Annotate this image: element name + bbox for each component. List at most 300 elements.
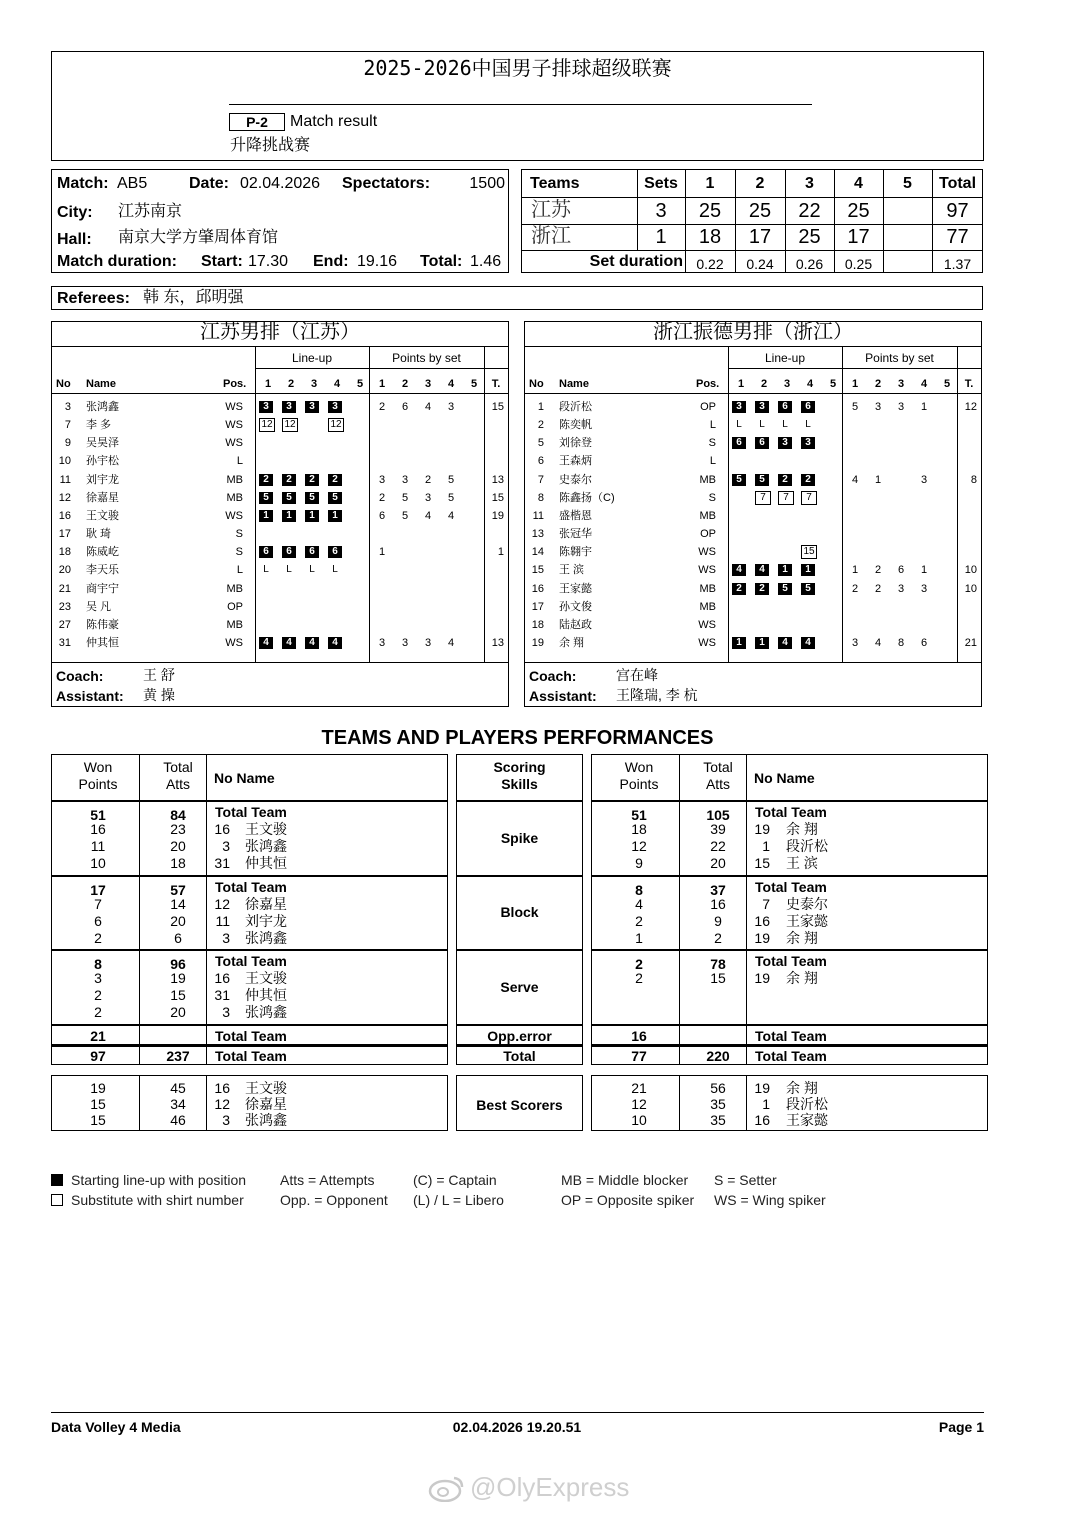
set-header-1: 1: [705, 175, 715, 192]
date-label: Date:: [189, 175, 230, 192]
set-points: 4: [424, 401, 432, 413]
duration-label: Match duration:: [57, 253, 177, 270]
set-header-5: 5: [903, 175, 912, 192]
starting-lineup-badge: 1: [778, 564, 792, 576]
perf-player-number: 16: [214, 821, 230, 837]
player-position: OP: [227, 600, 243, 613]
won-points-value: 8: [94, 956, 102, 972]
substitute-badge: 7: [801, 491, 817, 505]
skill-name: Block: [500, 904, 539, 920]
won-points-value: 2: [94, 987, 102, 1003]
player-total-points: 15: [491, 401, 504, 413]
player-name: 段沂松: [559, 401, 592, 413]
roster-col-rule: [842, 346, 843, 662]
player-number: 16: [58, 509, 71, 522]
starting-lineup-badge: 4: [732, 564, 746, 576]
set-duration-3: 0.26: [795, 256, 824, 272]
total-double-rule: [51, 1046, 448, 1047]
points-set-header: 2: [874, 378, 882, 390]
lineup-set-header: 3: [310, 378, 318, 390]
total-team-label: Total Team: [215, 953, 287, 969]
team-b-opp-total-label: Total Team: [755, 1028, 827, 1044]
player-number: 17: [58, 528, 71, 541]
starting-lineup-swatch: [51, 1174, 63, 1186]
starting-lineup-badge: 2: [305, 474, 319, 486]
set-points: 3: [447, 401, 455, 413]
starting-lineup-badge: 6: [259, 546, 273, 558]
player-position: WS: [698, 546, 716, 559]
player-position: MB: [226, 491, 243, 504]
starting-lineup-badge: 5: [732, 474, 746, 486]
total-atts-value: 16: [710, 896, 726, 912]
player-position: OP: [700, 528, 716, 541]
player-position: OP: [700, 401, 716, 413]
set-points: 2: [874, 564, 882, 577]
team-b-set-4: 17: [847, 226, 870, 248]
set-points: 4: [424, 509, 432, 522]
starting-lineup-badge: 6: [282, 546, 296, 558]
won-points-value: 12: [631, 838, 647, 854]
starting-lineup-badge: 2: [732, 583, 746, 595]
best-atts-value: 45: [170, 1080, 186, 1096]
teams-header: Teams: [530, 175, 580, 192]
referees-label: Referees:: [57, 290, 130, 307]
name-header: Name: [559, 378, 589, 390]
player-name: 陈伟豪: [86, 618, 119, 631]
no-header: No: [529, 378, 544, 390]
total-atts-value: 105: [706, 807, 730, 823]
total-header: Total: [163, 759, 193, 775]
set-points: 5: [447, 473, 455, 486]
skill-name: Serve: [500, 978, 539, 995]
best-player-number: 12: [214, 1096, 230, 1112]
total-atts-value: 15: [710, 970, 726, 986]
team-b-set-3: 25: [798, 226, 821, 248]
set-points: 6: [401, 401, 409, 413]
player-total-points: 15: [491, 491, 504, 504]
won-points-value: 16: [90, 821, 106, 837]
atts-header: Atts: [165, 776, 191, 792]
points-by-set-header: Points by set: [865, 351, 934, 365]
substitute-badge: 15: [801, 545, 817, 559]
substitute-swatch: [51, 1194, 63, 1206]
set-points: 1: [874, 473, 882, 486]
set-points: 2: [874, 582, 882, 595]
best-player-name: 张鸿鑫: [245, 1112, 287, 1128]
set-points: 6: [920, 636, 928, 649]
perf-player-name: 余 翔: [786, 970, 818, 986]
city-value: 江苏南京: [118, 203, 183, 220]
won-points-value: 51: [90, 807, 106, 823]
player-number: 8: [537, 491, 544, 504]
roster-rule: [51, 346, 509, 347]
libero-mark: L: [782, 419, 788, 431]
player-number: 10: [58, 455, 71, 468]
player-position: S: [708, 491, 716, 504]
date-value: 02.04.2026: [240, 175, 321, 192]
perf-player-name: 段沂松: [786, 838, 828, 854]
starting-lineup-badge: 4: [259, 637, 273, 649]
pos-header: Pos.: [223, 378, 247, 390]
set-points: 3: [378, 473, 386, 486]
roster-rule: [728, 368, 982, 369]
coach-label: Coach:: [56, 668, 104, 684]
starting-lineup-badge: 1: [305, 510, 319, 522]
won-points-value: 2: [635, 913, 643, 929]
won-points-value: 2: [94, 930, 102, 946]
roster-rule: [51, 393, 509, 394]
roster-col-rule: [255, 346, 256, 662]
starting-lineup-badge: 1: [259, 510, 273, 522]
team-a-total-atts: 237: [166, 1048, 190, 1064]
player-total-points: 13: [491, 473, 504, 486]
player-number: 1: [537, 401, 544, 413]
page-title: 2025-2026中国男子排球超级联赛: [363, 56, 672, 80]
libero-mark: L: [332, 564, 338, 576]
team-b-sets: 1: [655, 226, 667, 248]
set-points: 2: [378, 401, 386, 413]
best-scorers-label: Best Scorers: [476, 1097, 563, 1113]
total-header: Total: [938, 175, 977, 192]
team-a-code: 江苏: [531, 199, 571, 221]
set-points: 6: [378, 509, 386, 522]
team-a-set-3: 22: [798, 200, 821, 222]
no-name-header: No Name: [754, 770, 815, 786]
starting-lineup-badge: 3: [328, 401, 342, 413]
team-a-set-1: 25: [698, 200, 722, 222]
lineup-set-header: 4: [333, 378, 341, 390]
starting-lineup-badge: 3: [778, 437, 792, 449]
starting-lineup-badge: 4: [755, 564, 769, 576]
legend-atts: Atts = Attempts: [280, 1172, 375, 1188]
player-name: 陈威屹: [86, 546, 119, 559]
player-name: 李天乐: [86, 564, 119, 577]
won-points-value: 8: [635, 882, 643, 898]
total-atts-value: 2: [714, 930, 722, 946]
won-points-value: 17: [90, 882, 106, 898]
roster-col-rule: [369, 346, 370, 662]
player-position: MB: [226, 473, 243, 486]
best-points-value: 15: [90, 1096, 106, 1112]
lineup-set-header: 5: [356, 378, 364, 390]
player-name: 刘徐登: [559, 437, 592, 450]
legend-opp: Opp. = Opponent: [280, 1192, 388, 1208]
player-number: 6: [537, 455, 544, 468]
roster-rule: [524, 393, 982, 394]
lineup-header: Line-up: [764, 351, 806, 365]
player-position: MB: [699, 600, 716, 613]
best-points-value: 12: [631, 1096, 647, 1112]
player-number: 13: [531, 528, 544, 541]
roster-rule: [524, 346, 982, 347]
player-name: 张冠华: [559, 528, 592, 541]
best-atts-value: 35: [710, 1112, 726, 1128]
set-points: 1: [920, 564, 928, 577]
won-points-value: 3: [94, 970, 102, 986]
name-header: Name: [86, 378, 116, 390]
lineup-set-header: 1: [264, 378, 272, 390]
team-a-total-team-label: Total Team: [215, 1048, 287, 1064]
set-points: 4: [447, 636, 455, 649]
player-number: 16: [531, 582, 544, 595]
roster-col-rule: [957, 346, 958, 662]
set-points: 3: [874, 401, 882, 413]
hall-value: 南京大学方肇周体育馆: [118, 229, 279, 246]
city-label: City:: [57, 204, 93, 221]
starting-lineup-badge: 5: [801, 583, 815, 595]
coach-name: 王 舒: [143, 667, 175, 683]
skills-header: Skills: [501, 776, 538, 792]
starting-lineup-badge: 1: [755, 637, 769, 649]
perf-player-number: 3: [222, 930, 230, 946]
player-number: 17: [531, 600, 544, 613]
points-set-header: 2: [401, 378, 409, 390]
player-name: 陈奕帆: [559, 419, 592, 432]
player-position: MB: [699, 582, 716, 595]
spectators-label: Spectators:: [342, 175, 431, 192]
end-label: End:: [313, 253, 349, 270]
player-number: 27: [58, 618, 71, 631]
player-number: 9: [64, 437, 71, 450]
match-value: AB5: [117, 175, 148, 192]
roster-col-rule: [484, 346, 485, 662]
performance-title: TEAMS AND PLAYERS PERFORMANCES: [321, 727, 714, 749]
total-double-rule: [456, 1046, 583, 1047]
total-atts-value: 20: [170, 1004, 186, 1020]
team-a-set-2: 25: [748, 200, 772, 222]
footer-rule: [51, 1412, 984, 1413]
set-points: 5: [401, 509, 409, 522]
set-points: 8: [897, 636, 905, 649]
player-position: L: [236, 564, 243, 577]
opp-error-label: Opp.error: [487, 1028, 552, 1044]
won-points-value: 7: [94, 896, 102, 912]
starting-lineup-badge: 6: [778, 401, 792, 413]
player-total-points: 12: [964, 401, 977, 413]
perf-player-number: 3: [222, 838, 230, 854]
substitute-badge: 12: [282, 418, 298, 432]
libero-mark: L: [263, 564, 269, 576]
player-name: 吴 凡: [86, 600, 112, 613]
perf-player-number: 12: [214, 896, 230, 912]
perf-player-name: 王 滨: [786, 855, 818, 871]
points-set-header: 4: [920, 378, 928, 390]
player-name: 徐嘉星: [86, 491, 119, 504]
points-by-set-header: Points by set: [392, 351, 461, 365]
player-number: 7: [64, 419, 71, 432]
total-header: Total: [703, 759, 733, 775]
perf-player-number: 7: [762, 896, 770, 912]
team-b-total-points: 77: [631, 1048, 647, 1064]
won-points-value: 51: [631, 807, 647, 823]
player-total-points: 1: [497, 546, 504, 559]
player-number: 31: [58, 636, 71, 649]
total-team-label: Total Team: [755, 804, 827, 820]
player-name: 陈翱宇: [559, 546, 592, 559]
team-a-total: 97: [946, 200, 969, 222]
legend-captain: (C) = Captain: [413, 1172, 497, 1188]
perf-player-name: 仲其恒: [245, 987, 287, 1003]
player-number: 7: [537, 473, 544, 486]
best-player-name: 余 翔: [786, 1080, 818, 1096]
roster-rule: [524, 662, 982, 663]
perf-player-number: 31: [214, 987, 230, 1003]
player-position: WS: [698, 636, 716, 649]
starting-lineup-badge: 3: [259, 401, 273, 413]
won-points-value: 9: [635, 855, 643, 871]
footer-page: Page 1: [938, 1419, 984, 1435]
set-duration-total: 1.37: [943, 256, 972, 272]
starting-lineup-badge: 5: [755, 474, 769, 486]
starting-lineup-badge: 4: [328, 637, 342, 649]
player-name: 商宇宁: [86, 582, 119, 595]
player-position: WS: [225, 509, 243, 522]
total-atts-value: 14: [170, 896, 186, 912]
player-number: 2: [537, 419, 544, 432]
roster-box: [524, 321, 982, 707]
perf-player-name: 王文骏: [245, 970, 287, 986]
total-points-header: T.: [964, 378, 974, 390]
substitute-badge: 7: [755, 491, 771, 505]
player-name: 仲其恒: [86, 636, 119, 649]
starting-lineup-badge: 2: [755, 583, 769, 595]
stage-label: 升降挑战赛: [230, 137, 311, 154]
set-points: 5: [447, 491, 455, 504]
team-a-opp-value: 21: [90, 1028, 106, 1044]
legend-ws: WS = Wing spiker: [714, 1192, 826, 1208]
roster-rule: [255, 368, 509, 369]
best-points-value: 19: [90, 1080, 106, 1096]
won-points-value: 11: [90, 838, 106, 854]
best-atts-value: 34: [170, 1096, 186, 1112]
perf-player-name: 王文骏: [245, 821, 287, 837]
perf-player-name: 史泰尔: [786, 896, 828, 912]
perf-player-name: 余 翔: [786, 821, 818, 837]
perf-player-name: 刘宇龙: [245, 913, 287, 929]
total-atts-value: 20: [170, 913, 186, 929]
report-type: Match result: [290, 113, 378, 130]
player-number: 15: [531, 564, 544, 577]
total-atts-value: 57: [170, 882, 186, 898]
starting-lineup-badge: 4: [282, 637, 296, 649]
player-name: 刘宇龙: [86, 473, 119, 486]
player-number: 14: [531, 546, 544, 559]
legend-starting: Starting line-up with position: [71, 1172, 247, 1188]
best-player-number: 3: [222, 1112, 230, 1128]
set-points: 3: [401, 473, 409, 486]
hall-label: Hall:: [57, 231, 92, 248]
won-points-value: 2: [94, 1004, 102, 1020]
start-label: Start:: [201, 253, 243, 270]
player-total-points: 10: [964, 582, 977, 595]
assistant-name: 王隆瑞, 李 杭: [616, 687, 698, 703]
player-position: MB: [226, 582, 243, 595]
header-rule: [229, 104, 812, 105]
points-set-header: 1: [851, 378, 859, 390]
set-points: 3: [897, 582, 905, 595]
starting-lineup-badge: 4: [778, 637, 792, 649]
total-atts-value: 18: [170, 855, 186, 871]
perf-player-number: 16: [214, 970, 230, 986]
starting-lineup-badge: 2: [778, 474, 792, 486]
report-code-badge: P-2: [229, 113, 285, 131]
lineup-set-header: 2: [287, 378, 295, 390]
lineup-set-header: 4: [806, 378, 814, 390]
starting-lineup-badge: 2: [259, 474, 273, 486]
total-team-label: Total Team: [215, 804, 287, 820]
perf-player-number: 1: [762, 838, 770, 854]
starting-lineup-badge: 6: [801, 401, 815, 413]
player-number: 18: [531, 618, 544, 631]
coach-label: Coach:: [529, 668, 577, 684]
libero-mark: L: [736, 419, 742, 431]
legend-s: S = Setter: [714, 1172, 777, 1188]
won-points-value: 2: [635, 956, 643, 972]
legend-mb: MB = Middle blocker: [561, 1172, 689, 1188]
best-points-value: 15: [90, 1112, 106, 1128]
score-rule-1: [521, 197, 983, 198]
team-b-total: 77: [946, 226, 969, 248]
perf-player-name: 张鸿鑫: [245, 930, 287, 946]
lineup-header: Line-up: [291, 351, 333, 365]
best-player-name: 段沂松: [786, 1096, 828, 1112]
libero-mark: L: [759, 419, 765, 431]
set-points: 3: [378, 636, 386, 649]
player-number: 20: [58, 564, 71, 577]
end-value: 19.16: [357, 253, 398, 270]
sets-header: Sets: [644, 175, 678, 192]
total-atts-value: 37: [710, 882, 726, 898]
perf-player-number: 31: [214, 855, 230, 871]
footer-timestamp: 02.04.2026 19.20.51: [452, 1419, 582, 1435]
referees-value: 韩 东，邱明强: [143, 289, 244, 306]
player-total-points: 13: [491, 636, 504, 649]
points-set-header: 4: [447, 378, 455, 390]
legend-libero: (L) / L = Libero: [413, 1192, 504, 1208]
starting-lineup-badge: 4: [305, 637, 319, 649]
player-position: WS: [225, 401, 243, 413]
won-points-value: 6: [94, 913, 102, 929]
perf-player-number: 11: [215, 913, 230, 929]
starting-lineup-badge: 1: [732, 637, 746, 649]
player-total-points: 10: [964, 564, 977, 577]
total-duration-value: 1.46: [470, 253, 502, 270]
set-points: 3: [897, 401, 905, 413]
points-header: Points: [619, 776, 659, 792]
set-points: 1: [378, 546, 386, 559]
team-b-set-2: 17: [748, 226, 772, 248]
coach-name: 宫在峰: [616, 667, 658, 683]
total-atts-value: 9: [714, 913, 722, 929]
starting-lineup-badge: 6: [328, 546, 342, 558]
set-points: 3: [401, 636, 409, 649]
assistant-label: Assistant:: [529, 688, 597, 704]
total-label: Total: [503, 1048, 536, 1064]
set-points: 3: [424, 491, 432, 504]
best-player-name: 王家懿: [786, 1112, 828, 1128]
starting-lineup-badge: 1: [801, 564, 815, 576]
starting-lineup-badge: 3: [755, 401, 769, 413]
total-atts-value: 22: [710, 838, 726, 854]
total-duration-label: Total:: [420, 253, 463, 270]
perf-player-name: 余 翔: [786, 930, 818, 946]
player-name: 陈鑫扬（C): [559, 491, 615, 504]
perf-player-number: 19: [754, 930, 770, 946]
player-name: 王 滨: [559, 564, 585, 577]
player-position: L: [709, 419, 716, 432]
starting-lineup-badge: 2: [282, 474, 296, 486]
starting-lineup-badge: 1: [282, 510, 296, 522]
